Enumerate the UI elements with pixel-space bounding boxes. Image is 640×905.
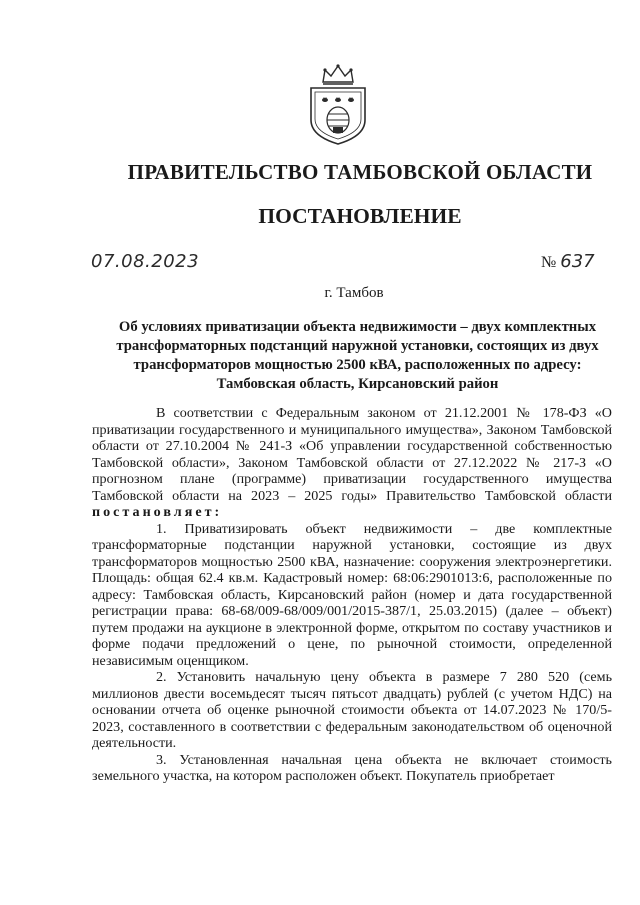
number-value: 637 [560, 251, 595, 272]
item-1-paragraph: 1. Приватизировать объект недвижимости – две комплектные трансформаторные подстанции наружной установки, состоящие из двух трансформаторов мощностью 2500 кВА, назначение: сооружения электроэнергетики. Площадь: общая 62.4 кв.м. Кадастровый номер: 68:06:2901013:6, расположенные по адресу: Тамбовская область, Кирсановский район (номер и дата государственной регистрации права: 68-68/009-68/009/001/2015-387/1, 25.03.2015) (далее – объект) путем продажи на аукционе в электронной форме, открытом по составу участников и форме подачи предложений о цене, по рыночной стоимости, определенной независимым оценщиком. [92, 520, 612, 669]
document-body [92, 405, 612, 785]
item-2-paragraph: 2. Установить начальную цену объекта в размере 7 280 520 (семь миллионов двести восемьдесят тысяч пятьсот двадцать) рублей (с учетом НДС) на основании отчета об оценке рыночной стоимости объекта от 14.07.2023 № 170/5-2023, составленного в соответствии с федеральным законодательством об оценочной деятельности. [92, 669, 612, 751]
government-title: ПРАВИТЕЛЬСТВО ТАМБОВСКОЙ ОБЛАСТИ [127, 160, 593, 184]
preamble-paragraph [92, 405, 612, 521]
subject-line: Об условиях приватизации объекта недвижимости – двух комплектных [118, 319, 597, 335]
subject-heading [95, 318, 620, 394]
city-line: г. Тамбов [324, 285, 384, 301]
document-type-title: ПОСТАНОВЛЕНИЕ [258, 204, 462, 228]
subject-line: трансформаторных подстанций наружной установки, состоящих из двух [116, 338, 599, 354]
subject-line: трансформаторов мощностью 2500 кВА, расположенных по адресу: [133, 357, 582, 373]
item-3-paragraph: 3. Установленная начальная цена объекта не включает стоимость земельного участка, на котором расположен объект. Покупатель приобретает [92, 751, 612, 784]
number-label: № [541, 254, 557, 271]
preamble-text: В соответствии с Федеральным законом от 21.12.2001 № 178-ФЗ «О приватизации государственного и муниципального имущества», Законом Тамбовской области от 27.10.2004 № 241-З «Об управлении государственной собственностью Тамбовской области», Законом Тамбовской области от 27.12.2022 № 217-З «О прогнозном плане (программе) приватизации государственного имущества Тамбовской области на 2023 – 2025 годы» Правительство Тамбовской области [92, 405, 612, 504]
document-date: 07.08.2023 [91, 251, 200, 272]
resolves-word: постановляет: [92, 504, 223, 520]
subject-line: Тамбовская область, Кирсановский район [216, 376, 499, 392]
coat-of-arms-icon [303, 62, 373, 146]
document-number [541, 251, 595, 272]
